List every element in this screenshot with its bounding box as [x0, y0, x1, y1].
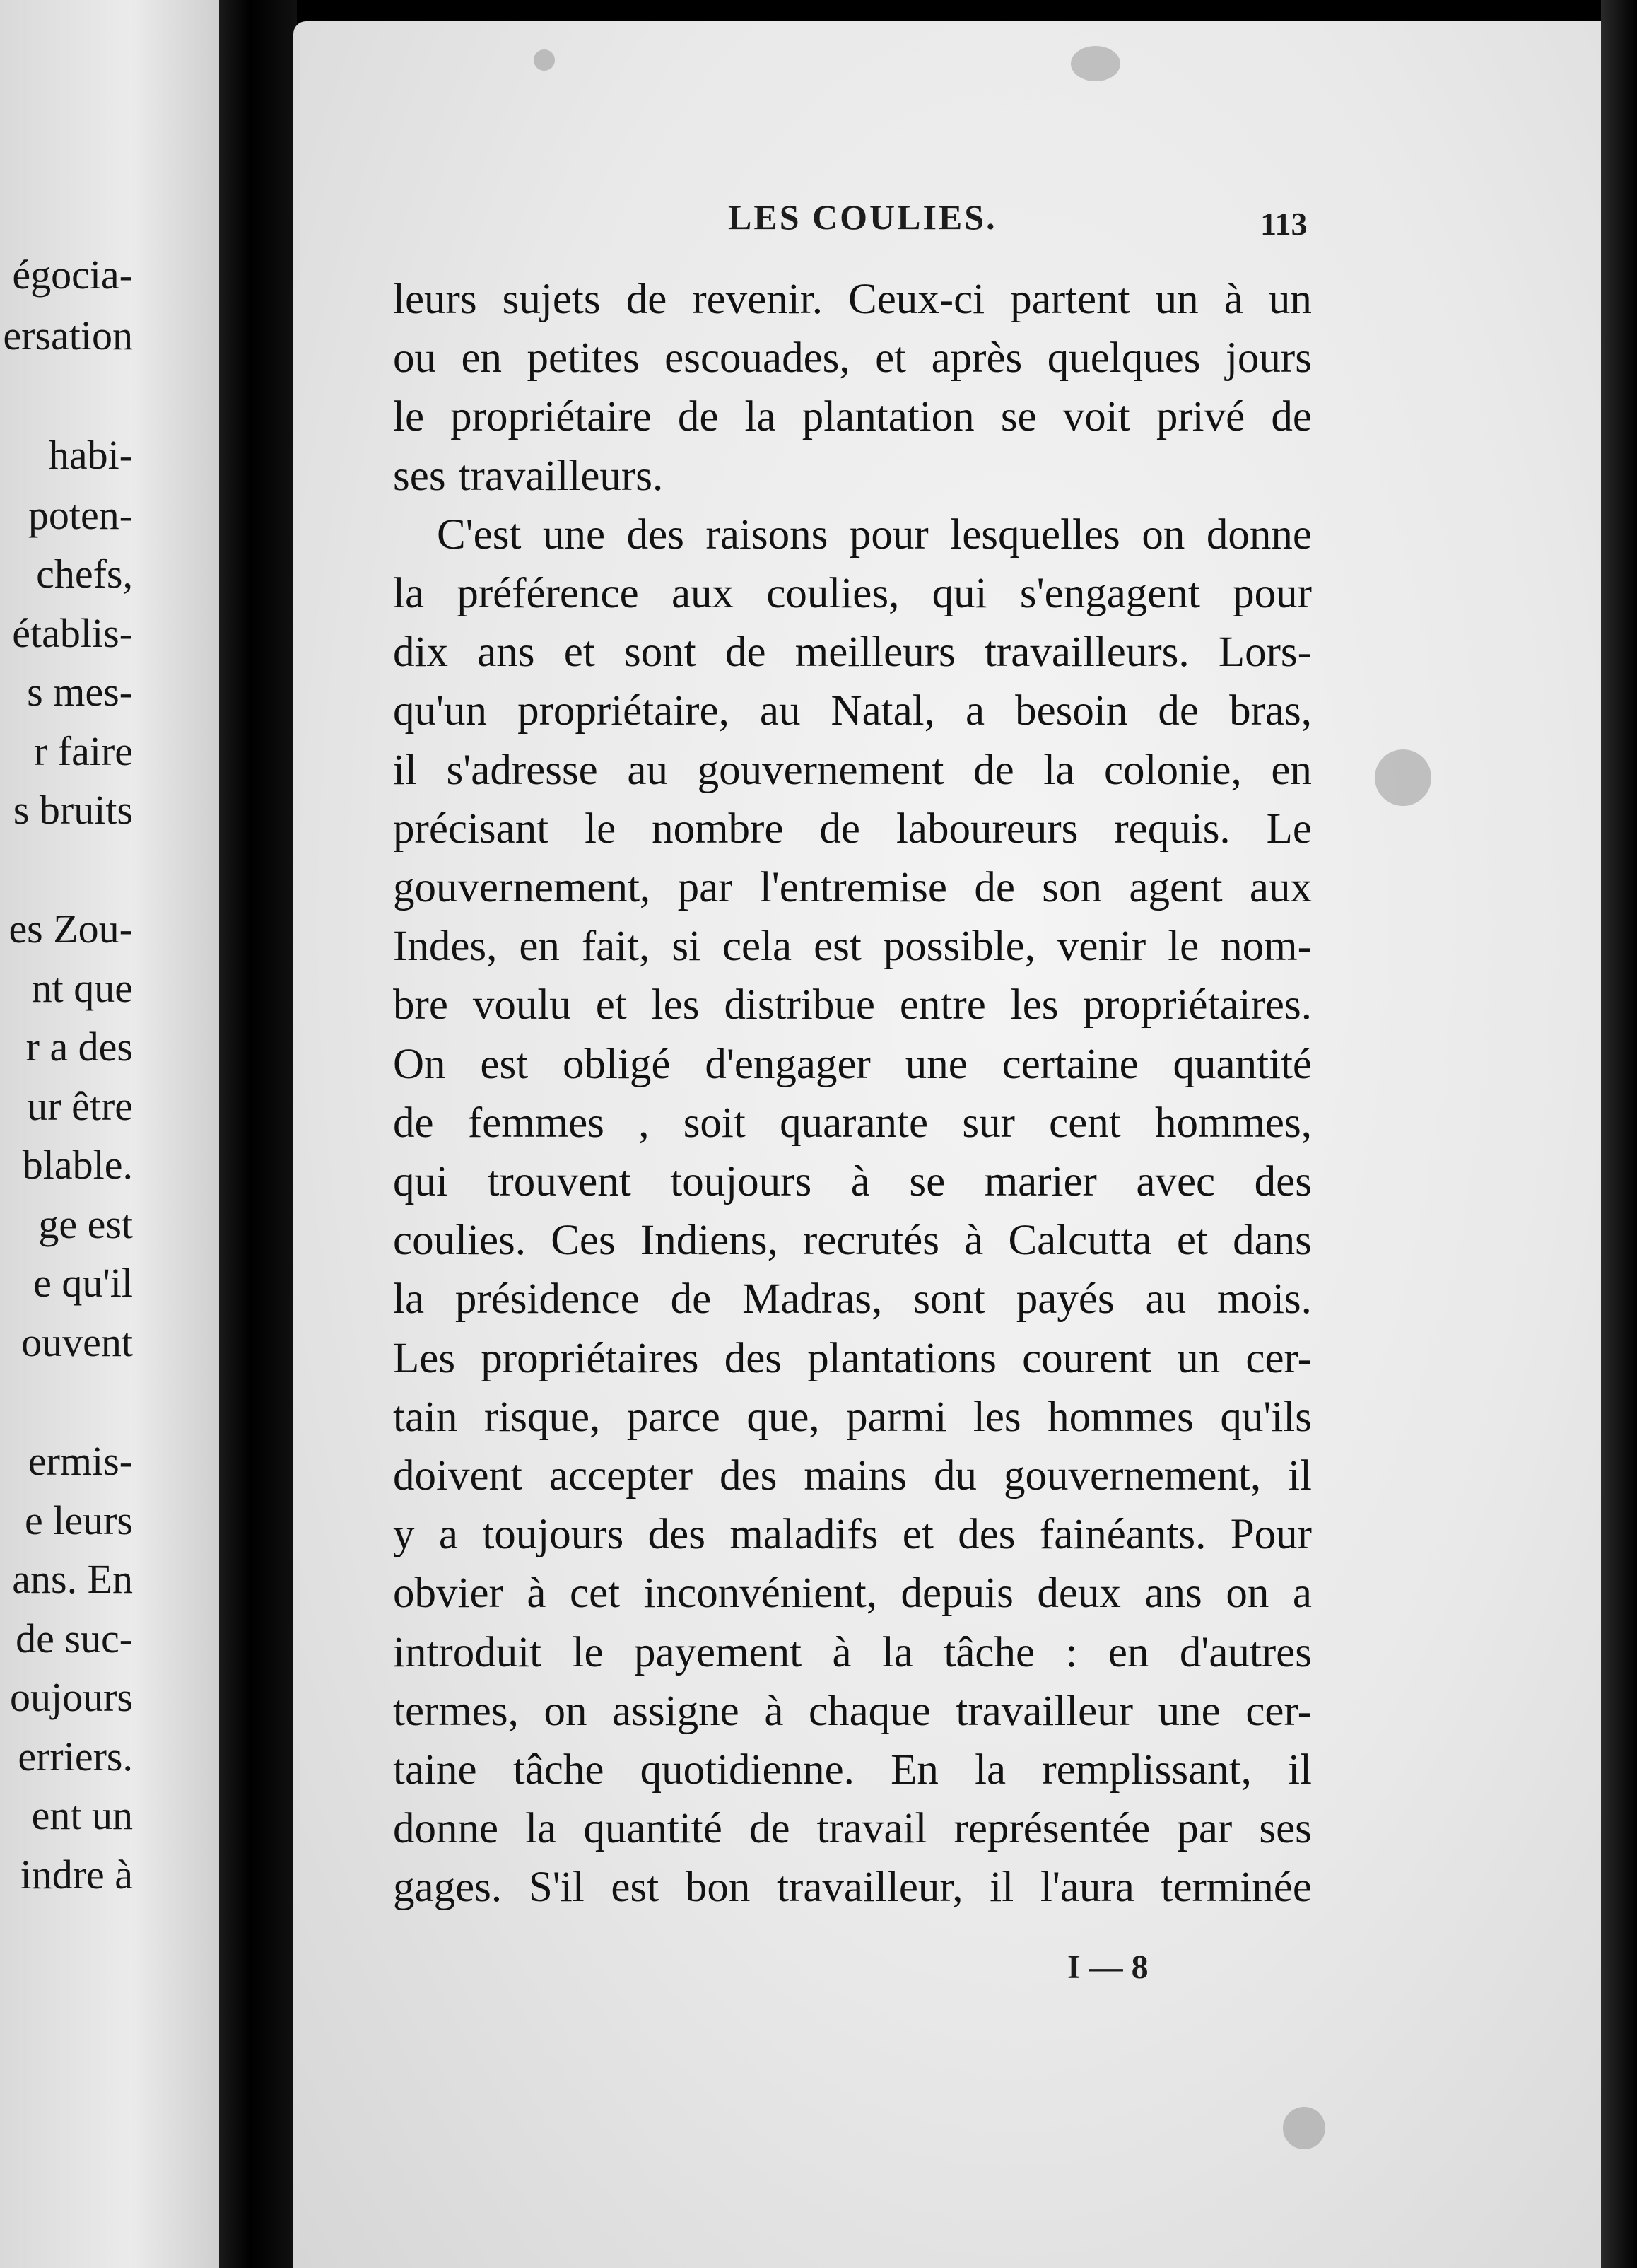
body-line: [393, 1631, 1312, 1674]
body-line: [393, 1746, 1312, 1794]
left-page-line: erriers.: [18, 1734, 133, 1779]
body-word: on: [544, 1688, 587, 1735]
body-word: aux: [671, 570, 734, 617]
body-word: qu'un: [393, 687, 487, 735]
body-word: il: [1288, 1746, 1312, 1794]
body-word: obligé: [563, 1041, 671, 1088]
body-word: taine: [393, 1746, 477, 1794]
body-word: se: [909, 1158, 946, 1205]
body-word: la: [975, 1746, 1007, 1794]
body-line: [393, 687, 1312, 735]
body-word: il: [1288, 1452, 1312, 1500]
body-word: femmes: [467, 1099, 604, 1147]
body-word: pour: [849, 511, 929, 559]
body-word: au: [627, 747, 668, 794]
body-word: des: [626, 511, 684, 559]
body-word: venir: [1057, 923, 1146, 970]
body-line: [393, 1101, 1312, 1145]
body-word: quelques: [1047, 334, 1201, 382]
body-word: marier: [984, 1158, 1097, 1205]
body-word: de: [670, 1275, 712, 1323]
body-word: travail: [816, 1805, 927, 1852]
body-line: [393, 1043, 1312, 1086]
body-word: On: [393, 1041, 446, 1088]
body-line: [393, 1452, 1312, 1500]
body-word: Le: [1266, 805, 1312, 853]
body-word: privé: [1156, 393, 1245, 440]
body-word: ses: [393, 452, 446, 500]
body-word: y: [393, 1511, 415, 1558]
body-word: gouvernement: [697, 747, 944, 794]
body-word: qui: [393, 1158, 448, 1205]
body-word: toujours: [670, 1158, 812, 1205]
body-word: propriétaires.: [1083, 981, 1312, 1029]
body-word: des: [958, 1511, 1016, 1558]
body-word: un: [1268, 276, 1312, 323]
left-page-line: r a des: [25, 1024, 133, 1070]
body-word: assigne: [612, 1688, 739, 1735]
body-word: se: [1000, 393, 1037, 440]
body-line: [393, 925, 1312, 968]
body-word: voulu: [472, 981, 571, 1029]
body-word: travailleurs.: [458, 452, 664, 500]
body-line: [393, 278, 1312, 321]
body-word: chaque: [809, 1688, 931, 1735]
body-line: [393, 805, 1312, 853]
body-word: Lors-: [1218, 629, 1312, 676]
body-word: que,: [746, 1393, 820, 1441]
body-word: plantations: [807, 1335, 997, 1382]
right-edge-shadow: [1601, 0, 1637, 2268]
body-word: une: [905, 1041, 968, 1088]
body-line: [393, 1690, 1312, 1733]
left-page-line: de suc-: [16, 1615, 133, 1661]
body-word: à: [964, 1217, 984, 1264]
body-word: agent: [1129, 864, 1223, 911]
body-word: on: [1226, 1570, 1269, 1617]
body-line: [393, 749, 1312, 792]
body-word: la: [1043, 747, 1075, 794]
body-line: [393, 1393, 1312, 1441]
body-word: leurs: [393, 276, 477, 323]
left-page-line: e qu'il: [33, 1260, 133, 1306]
body-line: [393, 1572, 1312, 1615]
body-word: propriétaire: [450, 393, 652, 440]
body-word: d'engager: [705, 1041, 871, 1088]
body-word: cer-: [1245, 1335, 1312, 1382]
body-word: depuis: [900, 1570, 1014, 1617]
body-word: hommes: [1048, 1393, 1194, 1441]
body-word: cer-: [1245, 1688, 1312, 1735]
body-word: terminée: [1161, 1864, 1312, 1911]
body-line: [393, 631, 1312, 674]
body-word: l'entremise: [759, 864, 947, 911]
body-word: propriétaire,: [517, 687, 729, 735]
body-word: et: [1176, 1217, 1208, 1264]
left-page-line: ur être: [27, 1083, 133, 1129]
body-word: les: [1010, 981, 1059, 1029]
body-line: [393, 1866, 1312, 1909]
left-page-line: s mes-: [27, 669, 133, 715]
body-word: un: [1177, 1335, 1221, 1382]
body-word: Ceux-ci: [848, 276, 985, 323]
body-word: petites: [527, 334, 640, 382]
body-word: avec: [1136, 1158, 1216, 1205]
body-word: propriétaires: [481, 1335, 699, 1382]
body-word: le: [585, 805, 616, 853]
body-word: tâche: [512, 1746, 604, 1794]
body-line: [393, 983, 1312, 1027]
body-word: la: [393, 1275, 425, 1323]
body-word: Les: [393, 1335, 456, 1382]
body-word: inconvénient,: [643, 1570, 877, 1617]
body-word: son: [1042, 864, 1103, 911]
body-word: pour: [1233, 570, 1312, 617]
body-word: S'il: [528, 1864, 585, 1911]
left-page-line: ermis-: [28, 1438, 133, 1484]
body-word: quotidienne.: [640, 1746, 855, 1794]
body-word: de: [819, 805, 860, 853]
left-page-line: indre à: [20, 1852, 133, 1898]
body-word: par: [677, 864, 733, 911]
body-word: colonie,: [1103, 747, 1242, 794]
body-word: payés: [1016, 1275, 1115, 1323]
body-word: deux: [1037, 1570, 1121, 1617]
left-page-line: établis-: [12, 610, 133, 656]
body-word: C'est: [437, 511, 522, 559]
body-word: de: [677, 393, 719, 440]
body-word: termes,: [393, 1688, 519, 1735]
body-word: qu'ils: [1220, 1393, 1312, 1441]
body-word: et: [595, 981, 627, 1029]
body-word: quantité: [583, 1805, 722, 1852]
body-word: introduit: [393, 1629, 542, 1676]
body-word: donne: [1206, 511, 1312, 559]
body-word: maladifs: [729, 1511, 879, 1558]
body-word: aux: [1249, 864, 1312, 911]
body-word: précisant: [393, 805, 549, 853]
left-page-line: es Zou-: [8, 906, 133, 952]
body-word: toujours: [482, 1511, 624, 1558]
body-word: voit: [1062, 393, 1130, 440]
body-word: Ces: [551, 1217, 616, 1264]
body-word: à: [1224, 276, 1243, 323]
body-word: courent: [1022, 1335, 1152, 1382]
body-line: [393, 1337, 1312, 1380]
body-word: l'aura: [1040, 1864, 1134, 1911]
body-word: des: [1254, 1158, 1312, 1205]
body-word: bon: [685, 1864, 751, 1911]
body-word: si: [671, 923, 701, 970]
body-word: a: [965, 687, 985, 735]
paper-speck: [534, 49, 555, 71]
body-word: quantité: [1173, 1041, 1312, 1088]
body-word: ou: [393, 334, 436, 382]
body-word: entre: [899, 981, 986, 1029]
left-page-line: chefs,: [36, 551, 133, 597]
running-head: LES COULIES.: [728, 197, 997, 237]
body-word: et: [902, 1511, 934, 1558]
body-word: tain: [393, 1393, 458, 1441]
body-word: le: [572, 1629, 604, 1676]
body-word: est: [480, 1041, 529, 1088]
body-word: la: [881, 1629, 913, 1676]
body-word: à: [764, 1688, 784, 1735]
body-word: une: [543, 511, 606, 559]
body-word: de: [749, 1805, 790, 1852]
body-word: la: [525, 1805, 557, 1852]
body-word: meilleurs: [794, 629, 956, 676]
body-word: Pour: [1230, 1511, 1312, 1558]
body-word: cent: [1049, 1099, 1121, 1147]
body-word: besoin: [1015, 687, 1128, 735]
body-word: parce: [626, 1393, 720, 1441]
body-word: et: [875, 334, 907, 382]
body-word: en: [519, 923, 560, 970]
body-word: revenir.: [692, 276, 823, 323]
body-word: il: [990, 1864, 1014, 1911]
body-word: donne: [393, 1805, 499, 1852]
body-word: escouades,: [664, 334, 850, 382]
body-word: de: [1158, 687, 1199, 735]
left-page-line: s bruits: [13, 787, 133, 833]
body-word: de: [724, 629, 766, 676]
body-word: des: [724, 1335, 782, 1382]
body-line: [393, 1160, 1312, 1203]
body-word: mains: [804, 1452, 908, 1500]
left-page-line: ersation: [3, 312, 133, 358]
left-page-line: e leurs: [25, 1497, 133, 1543]
left-page-line: ge est: [38, 1201, 133, 1247]
body-word: une: [1158, 1688, 1221, 1735]
body-word: obvier: [393, 1570, 503, 1617]
body-line: [393, 1219, 1312, 1262]
body-word: des: [720, 1452, 778, 1500]
body-word: dix: [393, 629, 448, 676]
body-line: [393, 452, 1312, 500]
body-word: bras,: [1229, 687, 1312, 735]
body-word: gages.: [393, 1864, 503, 1911]
body-word: ses: [1259, 1805, 1312, 1852]
body-word: au: [1145, 1275, 1187, 1323]
body-word: plantation: [802, 393, 975, 440]
body-word: par: [1177, 1805, 1233, 1852]
body-word: on: [1142, 511, 1185, 559]
body-word: lesquelles: [950, 511, 1120, 559]
body-word: :: [1065, 1629, 1078, 1676]
body-word: remplissant,: [1042, 1746, 1252, 1794]
body-word: tâche: [944, 1629, 1035, 1676]
body-word: ,: [638, 1099, 650, 1147]
body-word: cet: [570, 1570, 621, 1617]
body-word: s'adresse: [446, 747, 598, 794]
body-word: à: [850, 1158, 870, 1205]
paper-speck: [1283, 2107, 1325, 2149]
body-word: la: [744, 393, 776, 440]
body-line: [393, 334, 1312, 382]
signature-mark: I — 8: [1067, 1948, 1149, 1986]
body-word: représentée: [954, 1805, 1151, 1852]
left-page-line: ouvent: [21, 1319, 133, 1365]
body-word: d'autres: [1179, 1629, 1312, 1676]
body-word: s'engagent: [1019, 570, 1200, 617]
left-page-fragment: [0, 0, 219, 2268]
body-word: le: [1168, 923, 1199, 970]
left-page-line: égocia-: [12, 252, 133, 298]
body-word: possible,: [883, 923, 1035, 970]
paper-speck: [1071, 46, 1120, 81]
body-word: risque,: [483, 1393, 601, 1441]
body-word: qui: [932, 570, 987, 617]
body-word: hommes,: [1155, 1099, 1312, 1147]
body-word: de: [1271, 393, 1312, 440]
body-line: [393, 1807, 1312, 1850]
body-word: il: [393, 747, 417, 794]
body-word: à: [527, 1570, 546, 1617]
body-word: présidence: [454, 1275, 640, 1323]
body-word: en: [461, 334, 503, 382]
body-word: nom-: [1221, 923, 1312, 970]
body-word: a: [1292, 1570, 1312, 1617]
body-word: trouvent: [487, 1158, 631, 1205]
body-word: gouvernement,: [393, 864, 651, 911]
body-word: En: [891, 1746, 939, 1794]
body-line: [393, 1513, 1312, 1556]
body-word: sont: [624, 629, 696, 676]
body-word: au: [759, 687, 801, 735]
body-word: Calcutta: [1008, 1217, 1152, 1264]
body-word: gouvernement,: [1003, 1452, 1262, 1500]
paper-speck: [1375, 749, 1431, 806]
body-word: les: [973, 1393, 1021, 1441]
body-word: sujets: [502, 276, 601, 323]
body-word: après: [931, 334, 1023, 382]
body-word: coulies,: [766, 570, 900, 617]
body-word: et: [563, 629, 595, 676]
body-word: la: [393, 570, 425, 617]
body-word: des: [647, 1511, 705, 1558]
body-word: Indiens,: [640, 1217, 778, 1264]
body-word: est: [611, 1864, 659, 1911]
body-word: le: [393, 393, 425, 440]
body-word: payement: [633, 1629, 802, 1676]
left-page-line: r faire: [33, 728, 133, 774]
body-word: ans: [1144, 1570, 1202, 1617]
body-line: [393, 395, 1312, 438]
body-word: quarante: [780, 1099, 929, 1147]
book-gutter: [219, 0, 297, 2268]
body-word: de: [393, 1099, 434, 1147]
body-word: doivent: [393, 1452, 522, 1500]
body-word: coulies.: [393, 1217, 527, 1264]
body-word: sur: [962, 1099, 1015, 1147]
body-word: bre: [393, 981, 448, 1029]
body-word: fait,: [581, 923, 650, 970]
body-word: mois.: [1217, 1275, 1312, 1323]
left-page-line: blable.: [22, 1142, 133, 1188]
body-word: dans: [1233, 1217, 1312, 1264]
left-page-line: poten-: [28, 492, 133, 538]
body-word: distribue: [724, 981, 875, 1029]
body-word: nombre: [652, 805, 784, 853]
body-word: à: [832, 1629, 852, 1676]
left-page-line: nt que: [31, 965, 133, 1011]
body-word: cela: [722, 923, 792, 970]
body-word: accepter: [548, 1452, 693, 1500]
body-word: de: [973, 747, 1014, 794]
body-word: parmi: [846, 1393, 947, 1441]
body-line: [393, 572, 1312, 615]
body-word: Indes,: [393, 923, 498, 970]
body-word: de: [974, 864, 1015, 911]
body-word: partent: [1010, 276, 1130, 323]
body-word: un: [1155, 276, 1199, 323]
left-page-line: habi-: [48, 432, 133, 478]
left-page-line: ans. En: [12, 1556, 133, 1602]
body-word: Natal,: [831, 687, 935, 735]
body-word: sont: [913, 1275, 985, 1323]
body-word: du: [933, 1452, 977, 1500]
body-word: ans: [477, 629, 535, 676]
body-word: raisons: [705, 511, 828, 559]
body-word: travailleur: [956, 1688, 1134, 1735]
body-word: recrutés: [802, 1217, 939, 1264]
body-word: a: [438, 1511, 458, 1558]
body-word: de: [626, 276, 667, 323]
body-word: soit: [683, 1099, 746, 1147]
body-word: fainéants.: [1039, 1511, 1207, 1558]
body-word: préférence: [457, 570, 639, 617]
body-word: jours: [1225, 334, 1312, 382]
body-word: travailleur,: [777, 1864, 963, 1911]
body-word: est: [814, 923, 862, 970]
body-line: [393, 866, 1312, 909]
body-word: en: [1108, 1629, 1149, 1676]
body-line: [437, 511, 1312, 559]
page-number: 113: [1260, 206, 1308, 242]
body-line: [393, 1275, 1312, 1323]
body-word: laboureurs: [896, 805, 1079, 853]
body-word: Madras,: [742, 1275, 883, 1323]
body-word: requis.: [1114, 805, 1231, 853]
body-word: travailleurs.: [984, 629, 1190, 676]
body-word: en: [1271, 747, 1312, 794]
body-word: certaine: [1002, 1041, 1139, 1088]
left-page-line: ent un: [31, 1792, 133, 1838]
left-page-line: oujours: [10, 1674, 133, 1720]
body-word: les: [651, 981, 700, 1029]
